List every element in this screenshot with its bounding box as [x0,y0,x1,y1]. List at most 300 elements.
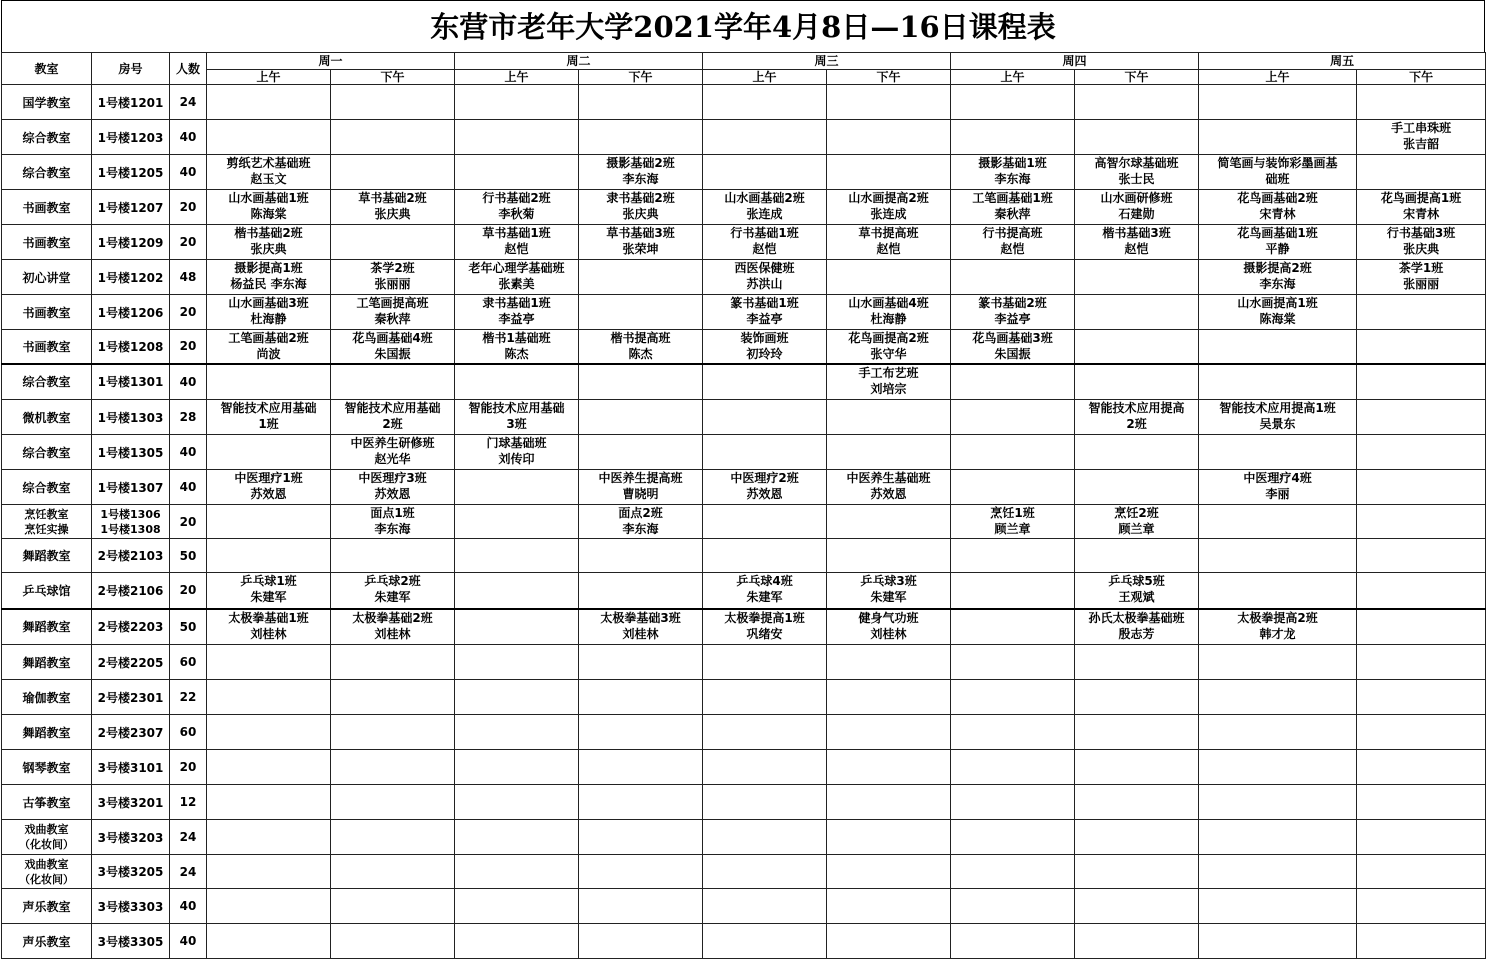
course-cell [1075,190,1199,225]
course-cell [207,505,331,539]
course-name: 山水画基础3班 [228,296,309,310]
course-name: 工笔画提高班 [356,296,429,310]
room-number: 3号楼3203 [92,820,170,855]
table-row [2,539,1486,573]
course-cell [703,364,827,400]
room-capacity: 22 [170,680,207,715]
course-cell [951,573,1075,609]
course-cell [331,260,455,295]
room-name: 舞蹈教室 [2,715,92,750]
room-capacity: 20 [170,190,207,225]
course-cell [703,225,827,260]
header-am: 上午 [703,70,827,85]
course-name: 孙氏太极拳基础班 [1088,610,1185,625]
room-number [92,505,170,539]
course-cell [1075,573,1199,609]
course-teacher: 苏效恩 [746,487,783,501]
course-cell [1075,120,1199,155]
table-row [2,400,1486,435]
course-cell [951,645,1075,680]
header-capacity: 人数 [170,53,207,85]
course-teacher: 苏洪山 [746,277,783,291]
course-name: 面点1班 [370,506,415,520]
schedule-body [2,85,1486,959]
course-cell [331,190,455,225]
header-day: 周一 [207,53,455,70]
course-name: 健身气功班 [858,610,919,625]
table-row [2,435,1486,470]
course-cell [455,330,579,364]
course-cell [703,260,827,295]
course-cell [1075,364,1199,400]
room-name-line: 戏曲教室 [24,823,69,836]
course-cell [827,470,951,505]
room-capacity: 60 [170,715,207,750]
course-cell [455,715,579,750]
room-number: 1号楼1209 [92,225,170,260]
room-number-line: 1号楼1308 [100,522,161,536]
course-teacher: 苏效恩 [374,487,411,501]
course-cell [1075,435,1199,470]
room-capacity: 40 [170,364,207,400]
course-name: 简笔画与装饰彩墨画基 [1217,156,1338,170]
course-cell [827,85,951,120]
course-cell [455,680,579,715]
course-cell [703,470,827,505]
course-cell [1199,645,1357,680]
course-cell [1199,330,1357,364]
table-row [2,330,1486,364]
room-capacity: 40 [170,435,207,470]
course-cell [1199,190,1357,225]
course-cell [207,364,331,400]
room-name: 国学教室 [2,85,92,120]
course-cell [331,889,455,924]
course-cell [827,225,951,260]
course-teacher: 赵恺 [876,242,901,256]
room-name-line: 戏曲教室 [24,857,69,871]
course-cell [827,889,951,924]
room-name: 初心讲堂 [2,260,92,295]
course-cell [1075,609,1199,645]
course-cell [951,225,1075,260]
course-cell [455,573,579,609]
room-capacity: 50 [170,609,207,645]
room-capacity: 12 [170,785,207,820]
course-teacher: 李东海 [622,522,659,536]
course-name: 智能技术应用提高 [1088,401,1185,415]
course-name: 花鸟画提高1班 [1380,191,1462,205]
course-cell [951,120,1075,155]
course-name: 中医理疗2班 [730,471,799,485]
course-cell [207,85,331,120]
course-cell [827,715,951,750]
course-cell [207,539,331,573]
course-teacher: 李东海 [374,522,411,536]
course-cell [1075,924,1199,959]
course-cell [1199,225,1357,260]
course-teacher: 顾兰章 [1118,522,1155,536]
room-number: 1号楼1202 [92,260,170,295]
course-name: 智能技术应用基础 [468,401,565,415]
table-row [2,715,1486,750]
course-name: 花鸟画提高2班 [848,331,929,345]
course-name: 中医理疗1班 [234,471,303,485]
course-name: 乒乓球3班 [860,574,917,588]
course-cell [331,924,455,959]
table-row [2,785,1486,820]
course-name: 太极拳基础3班 [600,610,681,625]
course-cell [951,889,1075,924]
course-cell [1357,645,1486,680]
room-capacity: 50 [170,539,207,573]
course-cell [951,400,1075,435]
table-row [2,924,1486,959]
course-cell [455,609,579,645]
course-name: 篆书基础1班 [730,296,799,310]
room-name: 声乐教室 [2,924,92,959]
course-teacher: 李益亭 [746,312,783,326]
course-cell [827,155,951,190]
course-name: 楷书基础2班 [234,226,303,240]
header-day: 周二 [455,53,703,70]
course-cell [1199,539,1357,573]
course-cell [1357,330,1486,364]
course-cell [1357,225,1486,260]
course-cell [827,645,951,680]
course-cell [579,364,703,400]
course-cell [331,820,455,855]
course-cell [455,295,579,330]
room-name [2,855,92,889]
room-capacity: 48 [170,260,207,295]
course-cell [1199,889,1357,924]
room-name: 综合教室 [2,155,92,190]
course-cell [331,505,455,539]
course-cell [579,924,703,959]
course-cell [455,820,579,855]
course-cell [1075,505,1199,539]
course-cell [455,190,579,225]
course-cell [827,260,951,295]
room-number: 3号楼3205 [92,855,170,889]
course-cell [1357,924,1486,959]
course-cell [1199,295,1357,330]
table-row [2,470,1486,505]
course-cell [1199,470,1357,505]
course-cell [331,573,455,609]
course-name: 手工布艺班 [858,365,919,380]
course-cell [579,85,703,120]
room-name-line: 烹饪教室 [24,507,69,521]
room-name-line: （化妆间） [19,838,74,851]
header-pm: 下午 [827,70,951,85]
room-name: 书画教室 [2,225,92,260]
table-row [2,820,1486,855]
course-cell [579,330,703,364]
course-cell [827,750,951,785]
course-cell [1357,889,1486,924]
course-cell [455,85,579,120]
course-cell [455,260,579,295]
course-cell [1357,260,1486,295]
course-name: 剪纸艺术基础班 [226,156,311,170]
room-name: 书画教室 [2,190,92,225]
course-cell [207,330,331,364]
course-cell [1199,924,1357,959]
room-name-line: 烹饪实操 [24,522,69,536]
table-row [2,645,1486,680]
schedule-table [1,52,1486,959]
course-teacher: 赵恺 [1124,242,1149,256]
course-name: 面点2班 [618,506,663,520]
course-cell [703,295,827,330]
room-capacity: 24 [170,85,207,120]
course-teacher: 刘传印 [498,452,535,466]
course-cell [579,609,703,645]
course-cell [207,573,331,609]
course-teacher: 张庆典 [1403,242,1440,256]
course-cell [1199,505,1357,539]
course-cell [827,295,951,330]
course-name: 西医保健班 [734,261,795,275]
course-name: 草书基础1班 [482,226,551,240]
course-name: 摄影提高1班 [234,261,303,275]
course-teacher: 张丽丽 [374,277,411,291]
room-capacity: 60 [170,645,207,680]
table-row [2,295,1486,330]
course-cell [207,715,331,750]
course-cell [827,820,951,855]
course-name: 乒乓球5班 [1108,574,1165,588]
course-cell [579,855,703,889]
course-name: 行书提高班 [982,226,1043,240]
course-teacher: 初玲玲 [746,347,783,361]
course-cell [827,400,951,435]
course-cell [827,573,951,609]
course-cell [1199,715,1357,750]
course-cell [331,470,455,505]
course-cell [703,609,827,645]
course-teacher: 赵光华 [374,452,411,466]
course-cell [331,400,455,435]
course-cell [827,364,951,400]
room-number: 3号楼3305 [92,924,170,959]
course-cell [579,785,703,820]
course-teacher: 朱建军 [870,590,907,604]
course-name: 篆书基础2班 [978,296,1047,310]
course-teacher: 张守华 [870,347,907,361]
course-cell [579,260,703,295]
course-cell [1357,855,1486,889]
course-cell [579,225,703,260]
room-name: 古筝教室 [2,785,92,820]
course-teacher: 殷志芳 [1118,626,1155,641]
course-name: 手工串珠班 [1391,121,1452,135]
course-cell [207,400,331,435]
room-number: 1号楼1205 [92,155,170,190]
room-capacity: 20 [170,750,207,785]
course-cell [455,470,579,505]
course-cell [207,120,331,155]
course-cell [703,85,827,120]
course-cell [1199,260,1357,295]
course-teacher: 张连成 [870,207,907,221]
course-cell [1075,750,1199,785]
header-am: 上午 [207,70,331,85]
course-name: 行书基础1班 [730,226,799,240]
course-cell [1357,400,1486,435]
course-name: 中医理疗3班 [358,471,427,485]
room-capacity: 24 [170,820,207,855]
course-teacher: 王观斌 [1118,590,1155,604]
course-cell [455,785,579,820]
room-capacity: 40 [170,924,207,959]
course-name: 楷书基础3班 [1102,226,1171,240]
course-name: 行书基础3班 [1386,226,1456,240]
course-name: 山水画提高1班 [1237,296,1318,310]
course-cell [1199,85,1357,120]
course-cell [331,539,455,573]
course-cell [1357,505,1486,539]
course-cell [1199,435,1357,470]
course-cell [579,435,703,470]
course-teacher: 李东海 [622,172,659,186]
course-cell [1357,750,1486,785]
course-cell [455,889,579,924]
course-teacher: 平静 [1265,242,1290,256]
course-cell [331,85,455,120]
course-cell [703,680,827,715]
course-teacher: 赵恺 [1000,242,1025,256]
course-name: 烹饪2班 [1114,506,1159,520]
table-row [2,190,1486,225]
course-cell [1199,120,1357,155]
table-row [2,855,1486,889]
course-cell [1075,785,1199,820]
room-number: 3号楼3101 [92,750,170,785]
course-cell [331,680,455,715]
course-cell [455,364,579,400]
header-am: 上午 [951,70,1075,85]
course-cell [579,190,703,225]
course-cell [951,680,1075,715]
course-cell [1075,295,1199,330]
course-teacher: 李东海 [994,172,1031,186]
room-name: 书画教室 [2,295,92,330]
course-cell [1199,785,1357,820]
course-cell [1357,155,1486,190]
course-cell [703,155,827,190]
course-name: 花鸟画基础2班 [1237,191,1318,205]
room-name [2,820,92,855]
course-name: 装饰画班 [740,331,789,345]
course-name: 摄影基础2班 [606,156,675,170]
course-cell [827,330,951,364]
header-number: 房号 [92,53,170,85]
course-cell [827,609,951,645]
course-teacher: 李东海 [1259,277,1296,291]
room-number: 1号楼1208 [92,330,170,364]
course-cell [579,505,703,539]
table-row [2,609,1486,645]
table-row [2,225,1486,260]
course-cell [1199,820,1357,855]
course-teacher: 李秋菊 [498,207,535,221]
course-teacher: 刘桂林 [622,626,659,641]
course-name: 高智尔球基础班 [1094,156,1179,170]
room-capacity: 20 [170,225,207,260]
course-teacher: 1班 [258,417,279,431]
course-cell [827,539,951,573]
room-number: 2号楼2103 [92,539,170,573]
course-teacher: 秦秋萍 [374,312,411,326]
room-capacity: 40 [170,889,207,924]
course-teacher: 朱国振 [374,347,411,361]
room-capacity: 40 [170,120,207,155]
course-cell [1075,680,1199,715]
course-cell [579,120,703,155]
course-cell [455,400,579,435]
course-teacher: 韩才龙 [1259,626,1296,641]
course-cell [827,435,951,470]
course-cell [951,260,1075,295]
course-cell [207,750,331,785]
course-teacher: 张荣坤 [622,242,659,256]
course-cell [1357,470,1486,505]
course-teacher: 赵恺 [752,242,777,256]
course-teacher: 苏效恩 [250,487,287,501]
course-cell [827,680,951,715]
room-number: 3号楼3201 [92,785,170,820]
course-cell [703,539,827,573]
course-cell [331,364,455,400]
course-cell [827,924,951,959]
course-cell [579,470,703,505]
header-am: 上午 [1199,70,1357,85]
course-cell [703,435,827,470]
course-cell [703,785,827,820]
header-room: 教室 [2,53,92,85]
course-cell [703,889,827,924]
course-cell [951,785,1075,820]
table-row [2,120,1486,155]
course-cell [579,889,703,924]
course-cell [331,155,455,190]
course-teacher: 朱国振 [994,347,1031,361]
course-teacher: 础班 [1265,172,1290,186]
course-name: 工笔画基础1班 [972,191,1053,205]
course-name: 摄影提高2班 [1243,261,1312,275]
course-cell [951,539,1075,573]
course-cell [1075,155,1199,190]
course-cell [1357,364,1486,400]
course-cell [579,680,703,715]
course-cell [455,155,579,190]
room-number: 1号楼1207 [92,190,170,225]
table-row [2,364,1486,400]
course-cell [1075,225,1199,260]
course-name: 行书基础2班 [482,191,551,205]
room-number: 2号楼2203 [92,609,170,645]
course-cell [1199,609,1357,645]
course-teacher: 宋青林 [1403,207,1440,221]
course-cell [1075,85,1199,120]
course-teacher: 刘桂林 [250,626,287,641]
course-cell [331,120,455,155]
course-teacher: 陈海棠 [250,207,287,221]
course-name: 草书提高班 [858,226,919,240]
